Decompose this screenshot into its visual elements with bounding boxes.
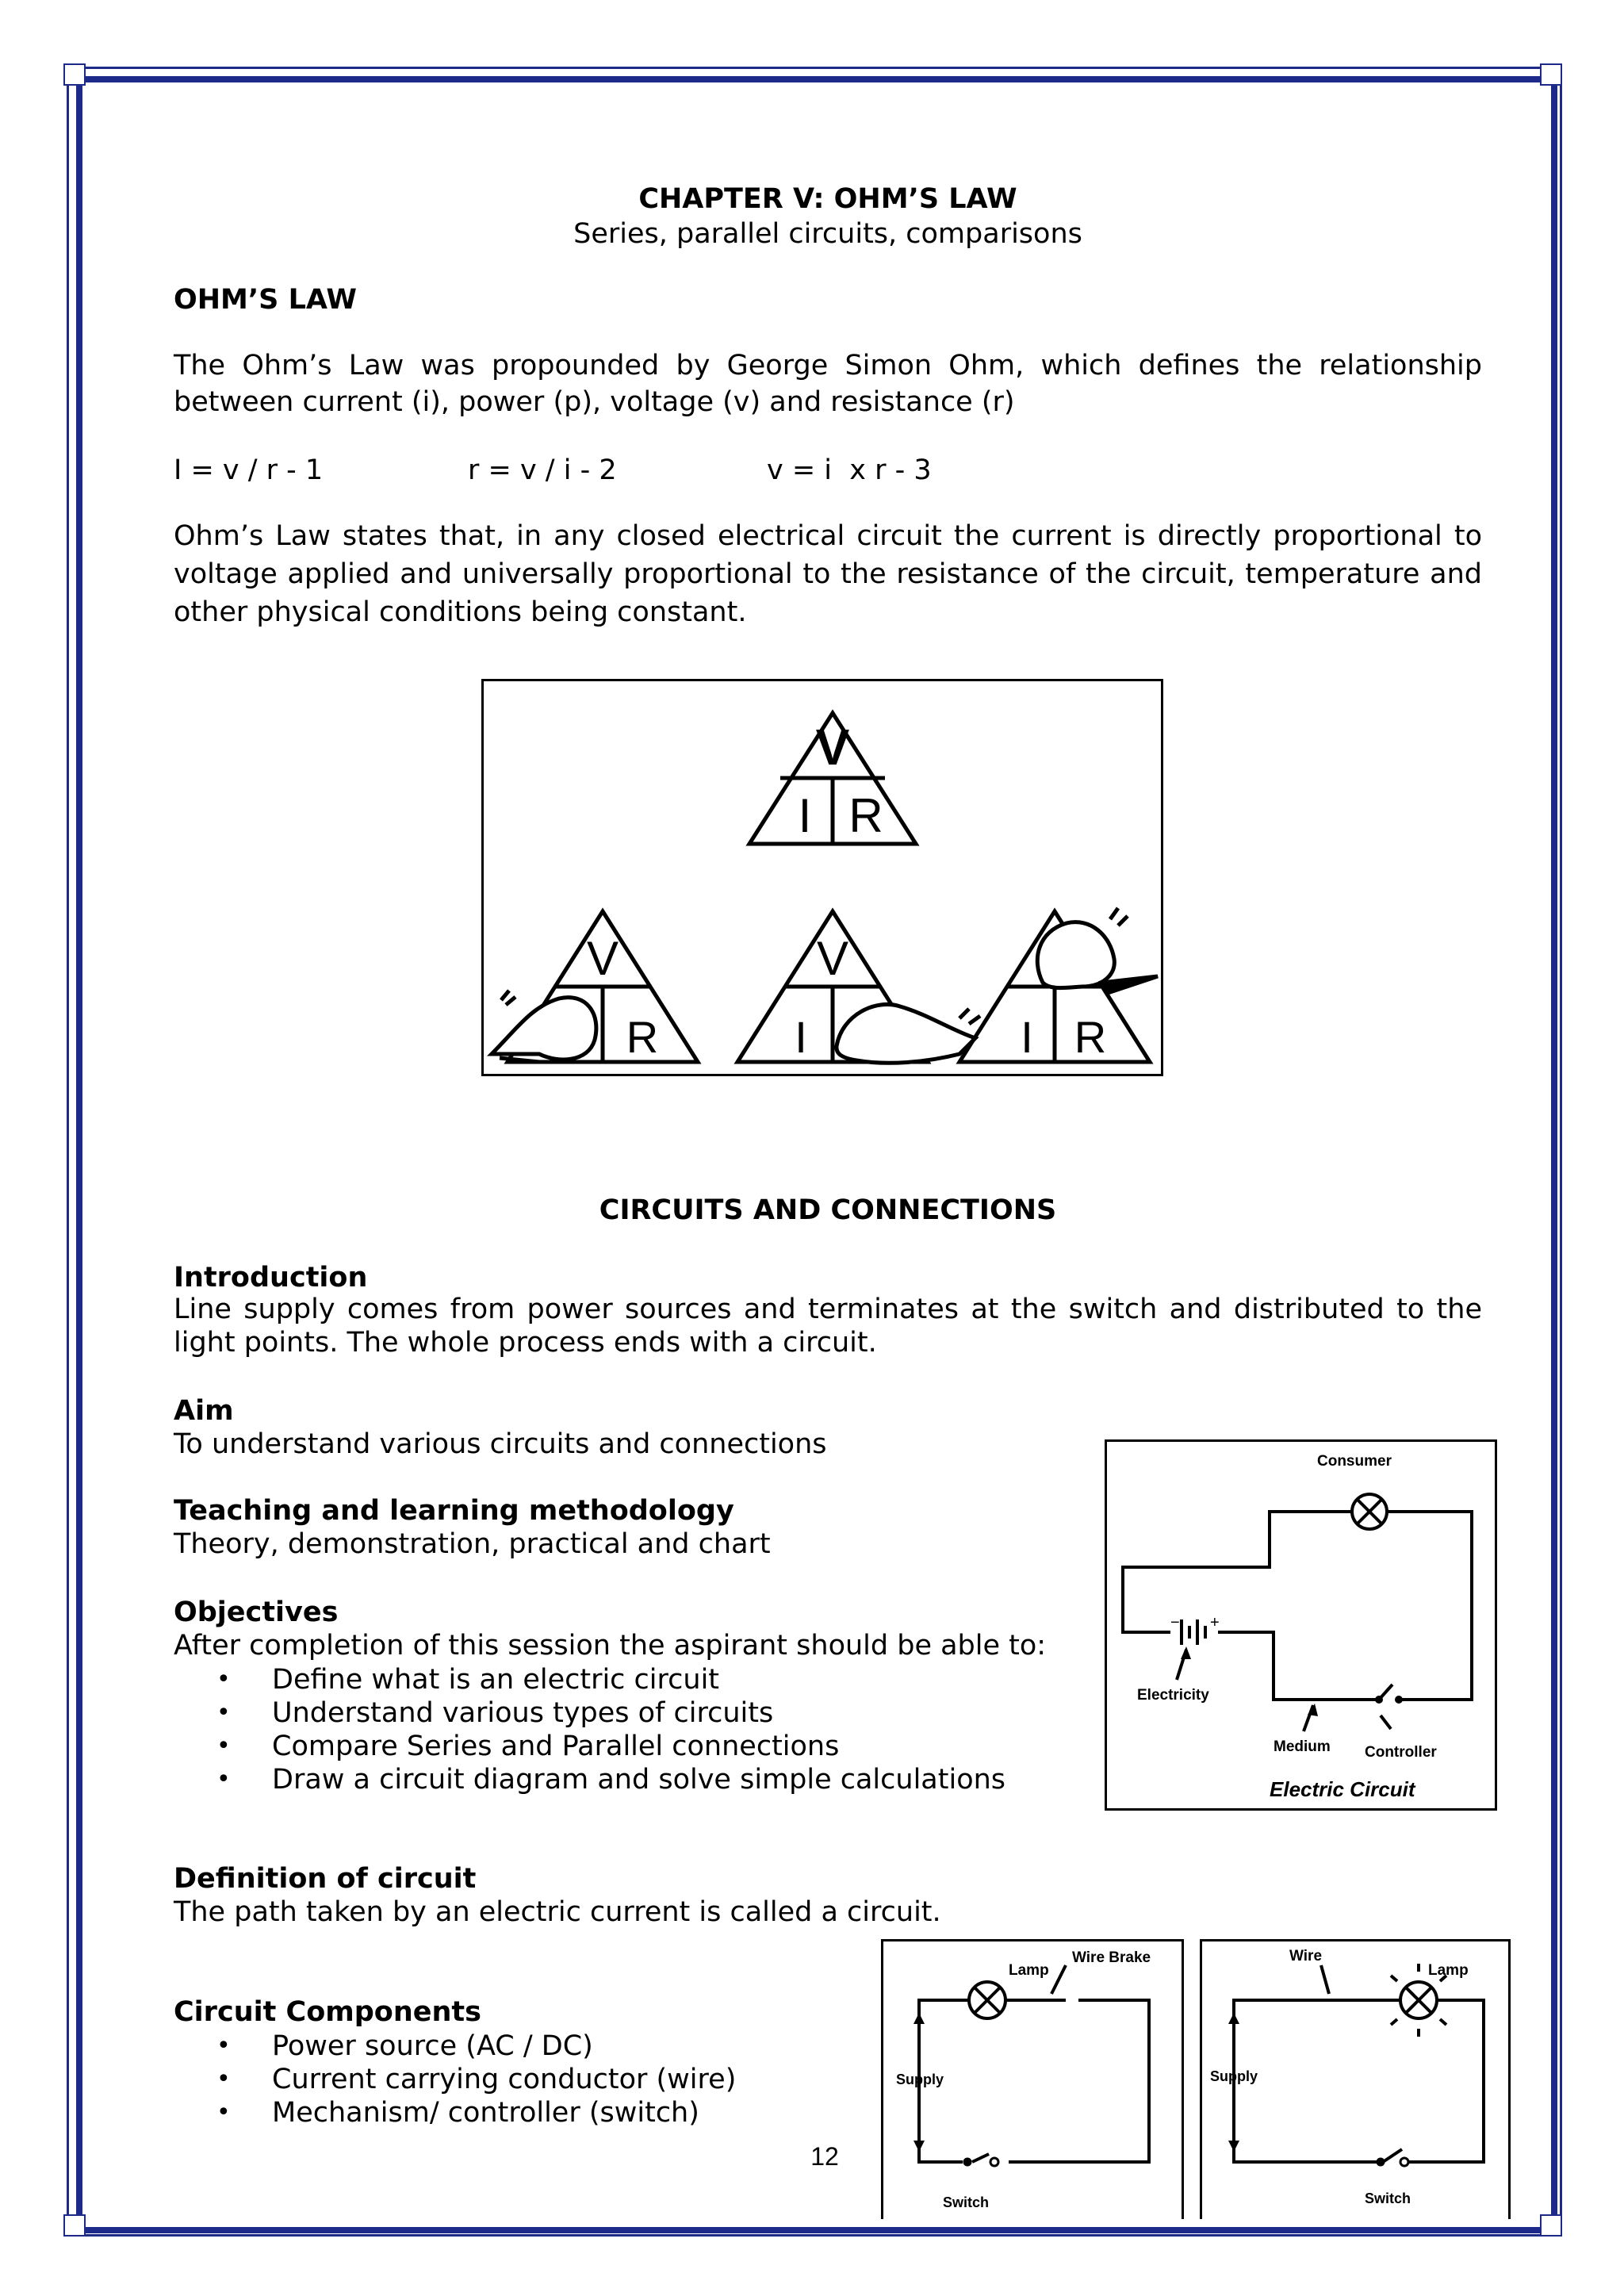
methodology-heading: Teaching and learning methodology	[174, 1495, 734, 1527]
label-controller: Controller	[1365, 1744, 1437, 1761]
electric-circuit-figure	[1105, 1439, 1497, 1811]
ohms-law-heading: OHM’S LAW	[174, 284, 357, 316]
list-item: • Current carrying conductor (wire)	[174, 2063, 848, 2096]
label-supply: Supply	[896, 2072, 944, 2087]
methodology-text: Theory, demonstration, practical and chart	[174, 1528, 771, 1560]
ohms-law-statement: Ohm’s Law states that, in any closed electrical circuit the current is directly proportional to voltage applied and universally proportional to the resistance of the circuit, temperature and other physical conditions being constant.	[174, 520, 1482, 628]
triangle-letter-i: I	[1021, 1012, 1033, 1062]
label-electricity: Electricity	[1137, 1687, 1209, 1704]
label-wire: Wire	[1289, 1948, 1323, 1964]
figure-caption: Electric Circuit	[1270, 1777, 1415, 1801]
components-heading: Circuit Components	[174, 1996, 481, 2028]
introduction-heading: Introduction	[174, 1262, 368, 1294]
label-lamp: Lamp	[1428, 1962, 1469, 1979]
thumb-icon	[1037, 908, 1158, 992]
list-item: • Define what is an electric circuit	[174, 1663, 1086, 1696]
triangle-letter-v: V	[815, 719, 850, 776]
triangle-letter-i: I	[798, 789, 812, 842]
label-switch: Switch	[1365, 2191, 1411, 2206]
page-number: 12	[810, 2142, 839, 2171]
label-lamp: Lamp	[1009, 1962, 1049, 1979]
label-wire-brake: Wire Brake	[1072, 1949, 1151, 1966]
label-medium: Medium	[1274, 1738, 1331, 1755]
chapter-subtitle: Series, parallel circuits, comparisons	[573, 218, 1082, 250]
border-corner	[63, 2214, 86, 2237]
triangle-letter-i: I	[795, 1012, 807, 1062]
chapter-title: CHAPTER V: OHM’S LAW	[638, 183, 1017, 215]
border-corner	[1540, 63, 1562, 86]
triangle-letter-v: V	[586, 932, 619, 985]
circuit-figure-closed	[1200, 1939, 1511, 2219]
aim-text: To understand various circuits and connections	[174, 1428, 827, 1460]
list-item: • Understand various types of circuits	[174, 1696, 1086, 1730]
objectives-heading: Objectives	[174, 1596, 339, 1628]
ohms-law-intro: The Ohm’s Law was propounded by George Simon Ohm, which defines the relationship between current (i), power (p), voltage (v) and resistance (r)	[174, 350, 1482, 418]
formula-3: v = i x r - 3	[767, 454, 932, 486]
label-consumer: Consumer	[1317, 1453, 1392, 1470]
ohms-triangle-figure	[481, 679, 1163, 1076]
list-item: • Mechanism/ controller (switch)	[174, 2096, 848, 2129]
border-corner	[1540, 2214, 1562, 2237]
label-switch: Switch	[943, 2194, 990, 2210]
list-item: • Power source (AC / DC)	[174, 2030, 848, 2063]
label-supply: Supply	[1210, 2068, 1258, 2084]
objectives-list	[174, 1663, 1086, 1796]
thumb-icon	[837, 1004, 980, 1063]
definition-heading: Definition of circuit	[174, 1863, 477, 1895]
triangle-letter-r: R	[626, 1012, 659, 1062]
list-item: • Compare Series and Parallel connections	[174, 1730, 1086, 1763]
battery-minus: −	[1170, 1614, 1180, 1631]
formula-1: I = v / r - 1	[174, 454, 324, 486]
triangle-letter-r: R	[1074, 1012, 1107, 1062]
triangle-letter-v: V	[816, 932, 849, 985]
definition-text: The path taken by an electric current is called a circuit.	[174, 1896, 941, 1928]
circuit-figure-broken-wire	[881, 1939, 1184, 2219]
components-list	[174, 2030, 848, 2129]
list-item: • Draw a circuit diagram and solve simple calculations	[174, 1763, 1086, 1796]
circuits-heading: CIRCUITS AND CONNECTIONS	[599, 1194, 1057, 1226]
introduction-text: Line supply comes from power sources and terminates at the switch and distributed to the light points. The whole process ends with a circuit.	[174, 1294, 1482, 1359]
formula-2: r = v / i - 2	[468, 454, 617, 486]
aim-heading: Aim	[174, 1395, 234, 1427]
triangle-letter-r: R	[848, 789, 883, 842]
border-corner	[63, 63, 86, 86]
battery-plus: +	[1210, 1614, 1220, 1631]
objectives-intro: After completion of this session the aspirant should be able to:	[174, 1630, 1047, 1662]
